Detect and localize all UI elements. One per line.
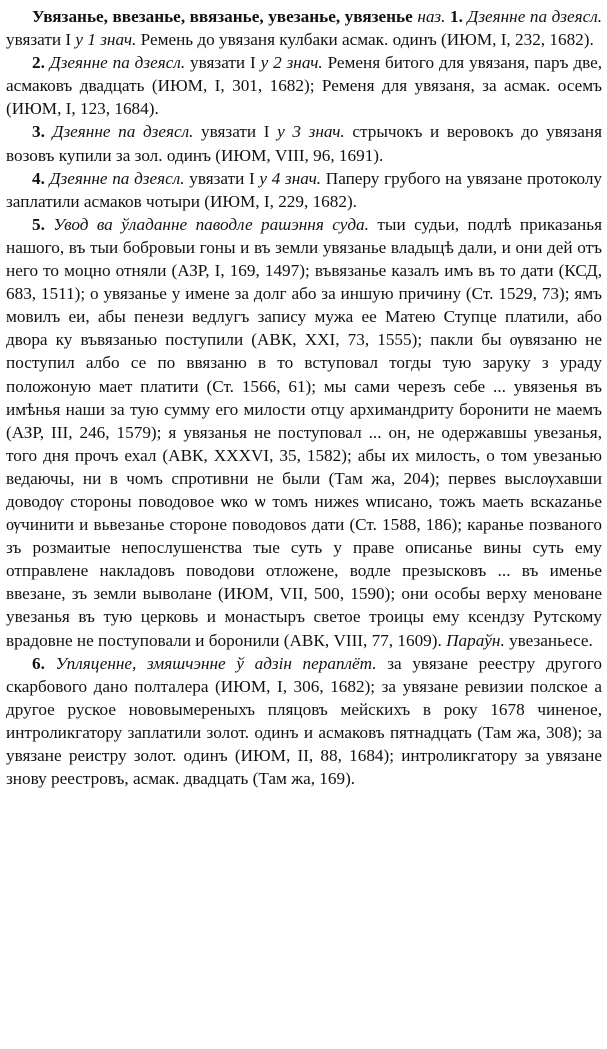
headword: Увязанье, ввезанье, ввязанье, увезанье, увязенье xyxy=(32,7,413,26)
sense-ref: увязати І xyxy=(201,122,270,142)
sense-y: у xyxy=(260,53,269,73)
sense-citation: стрычокъ и веровокъ до увязаня возовъ купили за зол. одинъ (ИЮМ, VIII, 96, 1691). xyxy=(6,122,603,165)
sense-y: у xyxy=(75,30,84,50)
sense-2 xyxy=(6,51,602,120)
part-of-speech: наз. xyxy=(417,7,446,26)
sense-ref: увязати І xyxy=(190,53,256,73)
sense-number: 3. xyxy=(32,122,45,142)
sense-4 xyxy=(6,167,602,213)
sense-number: 2. xyxy=(32,53,45,73)
sense-ref-number: 2 знач. xyxy=(273,53,323,73)
sense-citation: Ременя битого для увязаня, паръ две, асмаковъ двадцать (ИЮМ, I, 301, 1682); Ременя для увязаня, за асмак. осемъ (ИЮМ, I, 123, 1684). xyxy=(6,53,603,119)
sense-ref-number: 3 знач. xyxy=(292,122,345,142)
sense-3 xyxy=(6,120,602,166)
sense-y: у xyxy=(277,122,285,142)
parallel-label: Параўн. xyxy=(446,630,505,650)
sense-definition: Дзеянне па дзеясл. xyxy=(52,122,194,142)
sense-number: 5. xyxy=(32,214,45,234)
sense-citation: Паперу грубого на увязане протоколу заплатили асмаков чотыри (ИЮМ, I, 229, 1682). xyxy=(6,168,602,211)
sense-number: 6. xyxy=(32,653,45,673)
sense-citation: за увязане реестру другого скарбового дано полталера (ИЮМ, I, 306, 1682); за увязане ревизии полское а другое руское нововымереныхъ пляцовъ мейскихъ в року 1678 чиненое, интроликгатору заплатили золот. одинъ и асмаковъ пятнадцать (Там жа, 308); за увязане реистру золот. одинъ (ИЮМ, II, 88, 1684); интроликгатору за увязане знову реестровъ, асмак. двадцать (Там жа, 169). xyxy=(6,653,603,789)
sense-ref: увязати І xyxy=(189,168,255,188)
sense-definition: Дзеянне па дзеясл. xyxy=(467,7,603,26)
sense-definition: Дзеянне па дзеясл. xyxy=(49,53,186,73)
sense-definition: Дзеянне па дзеясл. xyxy=(49,168,185,188)
sense-definition: Упляценне, змяшчэнне ў адзін пераплёт. xyxy=(55,653,377,673)
sense-citation: тыи судьи, подлѣ приказанья нашого, въ тыи бобровыи гоны и въ земли увязанье владыцѣ дали, и они дей отъ него то моцно отняли (АЗР, I, 169, 1497); въвязанье казалъ имъ въ то дати (КСД, 683, 1511); о увязанье у имене за долг або за иншую причину (Ст. 1529, 73); ямъ мовилъ еи, абы пенези ведлугъ запису мужа ее Матею Ступце платили, або двора ку въвязанью поступили (АВК, XXI, 73, 1555); пакли бы ѹвязаню не поступил албо се по ввязаню в то вступовал тогды тую заруку з ураду положоную мает платити (Ст. 1566, 61); мы сами черезъ себе ... увязенья въ имѣнья наши за тую сумму его милости отцу архимандриту боронити не маемъ (АЗР, III, 246, 1579); я увязанья не поступовал ... он, не одержавшы увезанья, того дня прочъ ехал (АВК, XXXVI, 35, 1582); абы их милость, о том увезанью ведаючы, ни в чомъ спротивни не были (Там жа, 204); первеѕ выслѹхавши доводѹ стороны поводовое ѡко ѡ томъ нижеѕ ѡписано, тожъ маеть вскazанье ѹчинити и вьвезанье стороне поводовоѕ дати (Ст. 1588, 186); каранье позваного зъ розмаитые непослушенства тые суть у праве описанье вины суть ему отправлене накладовъ поводови отложене, водле презысковъ ... въ именье ввезане, зъ земли выволане (ИЮМ, VII, 500, 1590); они особы верху меноване увезанья въ тую церковь и монастыръ светое троицы ему ксендзу Рутскому врадовне не поступовали и боронили (АВК, VIII, 77, 1609). xyxy=(6,214,603,650)
sense-definition: Увод ва ўладанне паводле рашэння суда. xyxy=(53,214,369,234)
sense-ref-number: 4 знач. xyxy=(271,168,322,188)
entry-header xyxy=(6,5,602,51)
parallel-reference: увезаньесе. xyxy=(509,630,593,650)
sense-6 xyxy=(6,652,602,791)
sense-citation: Ремень до увязаня кулбаки асмак. одинъ (ИЮМ, I, 232, 1682). xyxy=(140,30,594,50)
sense-ref-number: 1 знач. xyxy=(87,30,137,50)
sense-ref: увязати І xyxy=(6,30,72,50)
dictionary-entry xyxy=(6,5,602,790)
sense-number: 4. xyxy=(32,168,45,188)
sense-5 xyxy=(6,213,602,652)
sense-number: 1. xyxy=(449,7,463,26)
sense-y: у xyxy=(259,168,268,188)
